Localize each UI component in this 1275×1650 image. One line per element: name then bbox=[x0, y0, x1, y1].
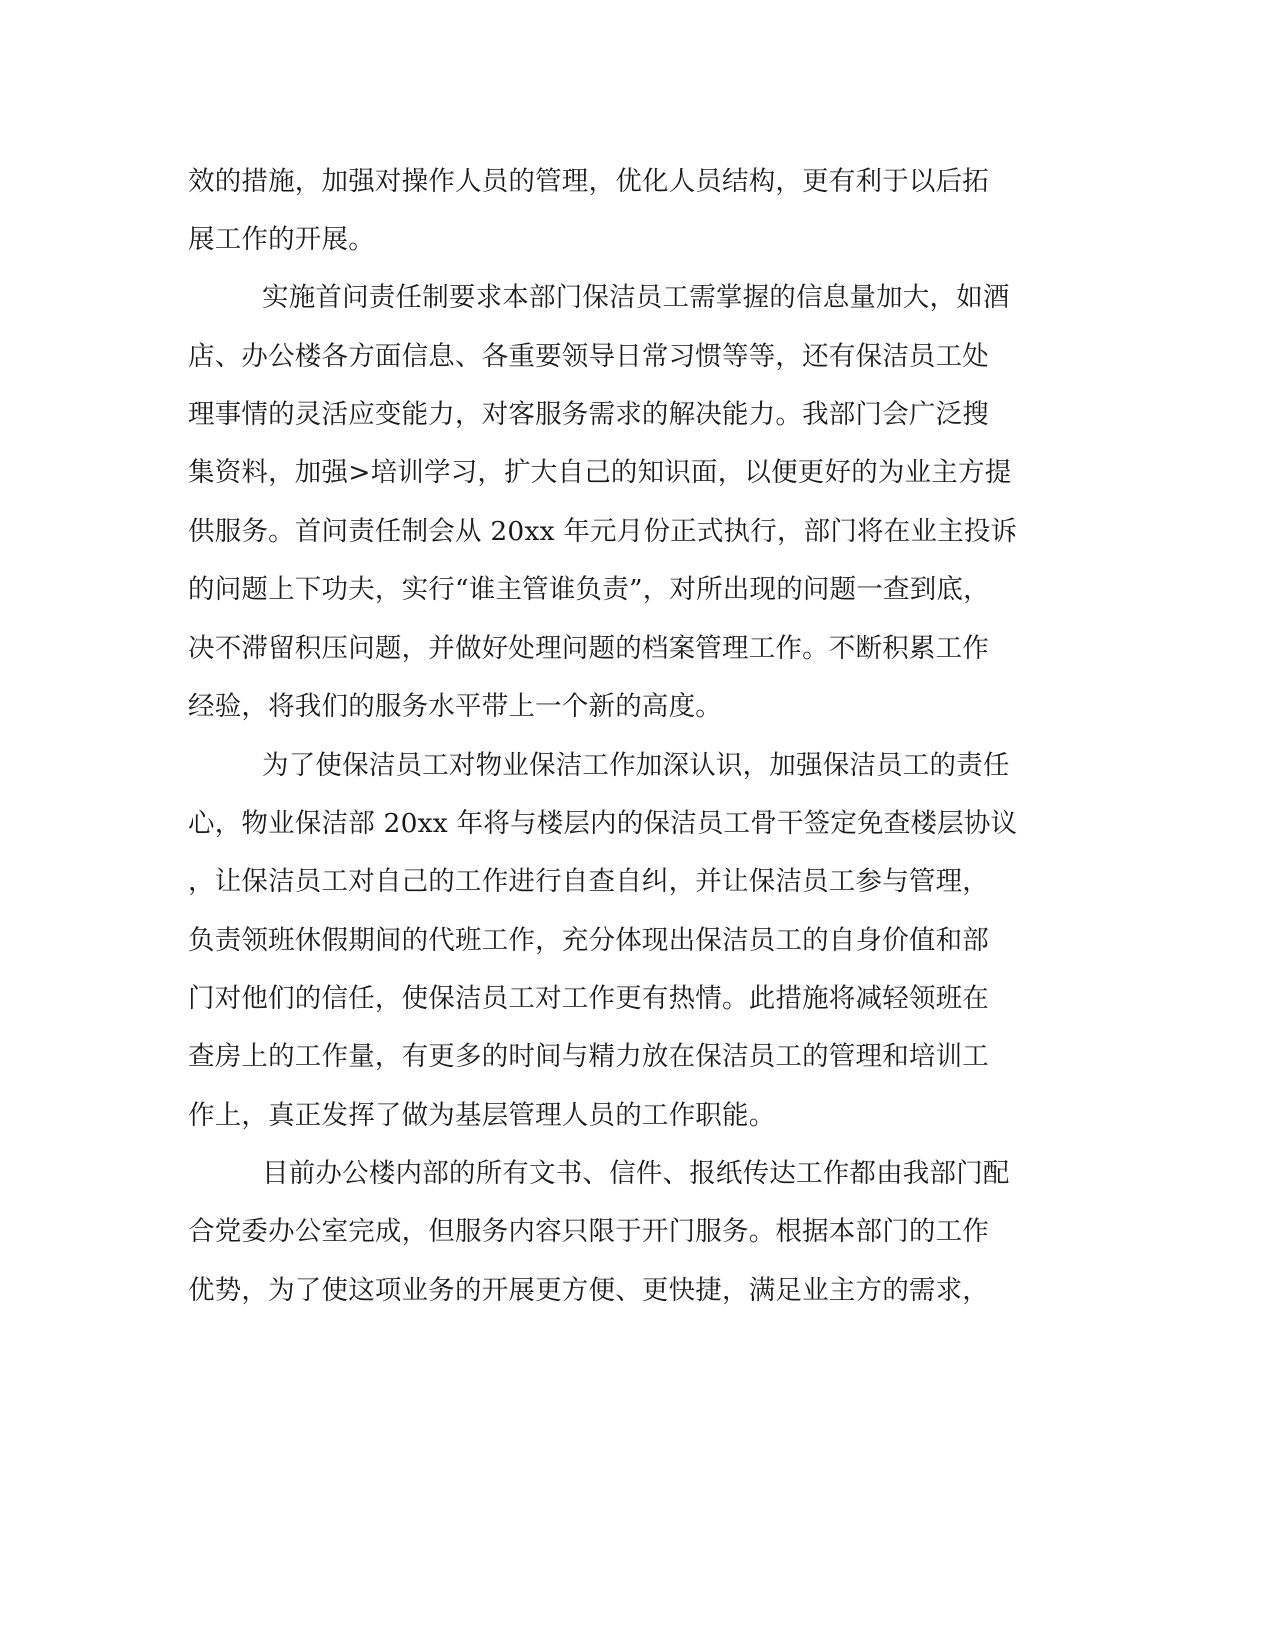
text-line: 查房上的工作量，有更多的时间与精力放在保洁员工的管理和培训工 bbox=[188, 1041, 989, 1072]
text-line: 心，物业保洁部 20xx 年将与楼层内的保洁员工骨干签定免查楼层协议 bbox=[188, 808, 1018, 839]
text-line: ，让保洁员工对自己的工作进行自查自纠，并让保洁员工参与管理， bbox=[188, 866, 989, 897]
paragraph-start-line: 目前办公楼内部的所有文书、信件、报纸传达工作都由我部门配 bbox=[262, 1158, 1010, 1189]
text-line: 的问题上下功夫，实行“谁主管谁负责”，对所出现的问题一查到底， bbox=[188, 574, 990, 605]
text-line: 合党委办公室完成，但服务内容只限于开门服务。根据本部门的工作 bbox=[188, 1216, 989, 1247]
text-line: 门对他们的信任，使保洁员工对工作更有热情。此措施将减轻领班在 bbox=[188, 983, 989, 1014]
text-line: 负责领班休假期间的代班工作，充分体现出保洁员工的自身价值和部 bbox=[188, 925, 989, 956]
text-line: 理事情的灵活应变能力，对客服务需求的解决能力。我部门会广泛搜 bbox=[188, 399, 989, 430]
text-line: 集资料，加强>培训学习，扩大自己的知识面，以便更好的为业主方提 bbox=[188, 457, 1012, 488]
text-line: 展工作的开展。 bbox=[188, 224, 375, 255]
paragraph-start-line: 实施首问责任制要求本部门保洁员工需掌握的信息量加大，如酒 bbox=[262, 282, 1010, 313]
text-line: 效的措施，加强对操作人员的管理，优化人员结构，更有利于以后拓 bbox=[188, 166, 989, 197]
paragraph-start-line: 为了使保洁员工对物业保洁工作加深认识，加强保洁员工的责任 bbox=[262, 750, 1010, 781]
text-line: 作上，真正发挥了做为基层管理人员的工作职能。 bbox=[188, 1100, 776, 1131]
text-line: 经验，将我们的服务水平带上一个新的高度。 bbox=[188, 691, 722, 722]
text-line: 店、办公楼各方面信息、各重要领导日常习惯等等，还有保洁员工处 bbox=[188, 341, 989, 372]
text-line: 供服务。首问责任制会从 20xx 年元月份正式执行，部门将在业主投诉 bbox=[188, 516, 1018, 547]
text-line: 优势，为了使这项业务的开展更方便、更快捷，满足业主方的需求， bbox=[188, 1275, 989, 1306]
text-line: 决不滞留积压问题，并做好处理问题的档案管理工作。不断积累工作 bbox=[188, 633, 989, 664]
